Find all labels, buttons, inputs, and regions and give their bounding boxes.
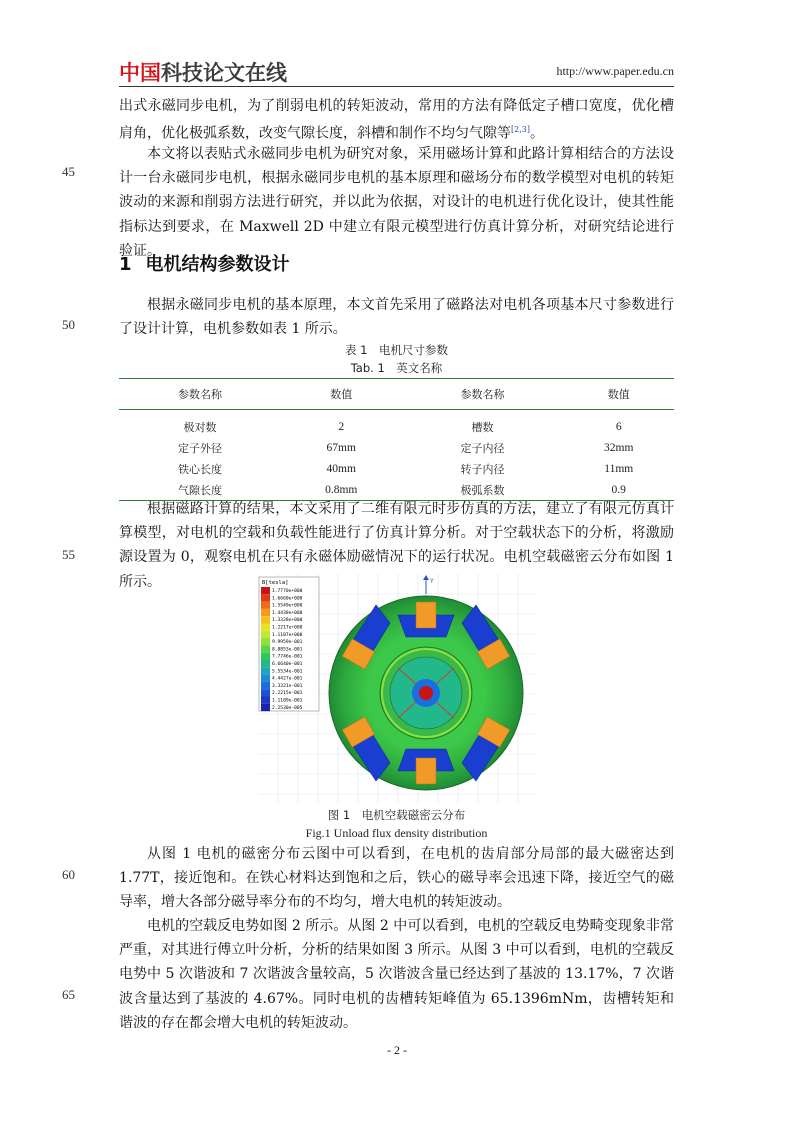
legend-swatch <box>261 616 270 623</box>
legend-swatch <box>261 667 270 674</box>
line-number: 60 <box>62 867 75 882</box>
legend-swatch <box>261 602 270 609</box>
line-number: 45 <box>62 164 75 179</box>
legend-value: 1.3328e+000 <box>272 618 303 624</box>
table-cell: 40mm <box>326 462 356 475</box>
paragraph-simulation-setup: 根据磁路计算的结果，本文采用了二维有限元时步仿真的方法，建立了有限元仿真计算模型，对电机的空载和负载性能进行了仿真计算分析。对于空载状态下的分析，将激励源设置为 0，观察电机在只有永磁体励磁情况下的运行状况。电机空载磁密云分布如图 1 所示。 <box>119 501 674 590</box>
svg-text:Y: Y <box>430 578 434 585</box>
legend-value: 2.2530e-005 <box>272 705 303 711</box>
table-cell: 11mm <box>604 462 634 475</box>
legend-swatch <box>261 631 270 638</box>
paragraph-flux-analysis: 从图 1 电机的磁密分布云图中可以看到，在电机的齿肩部分局部的最大磁密达到 1.77T，接近饱和。在铁心材料达到饱和之后，铁心的磁导率会迅速下降，接近空气的磁导率，增大各部分磁导率分布的不均匀，增大电机的转矩波动。 <box>119 846 674 911</box>
table-cell: 槽数 <box>471 420 494 434</box>
legend-value: 7.7746e-001 <box>272 654 303 660</box>
legend-swatch <box>261 697 270 704</box>
figure-caption-cn: 图 1 电机空载磁密云分布 <box>327 808 466 822</box>
table-cell: 铁心长度 <box>177 462 222 476</box>
legend-value: 8.8853e-001 <box>272 647 303 653</box>
legend-swatch <box>261 624 270 631</box>
flux-density-plot <box>258 574 536 804</box>
paragraph-study-overview: 本文将以表贴式永磁同步电机为研究对象，采用磁场计算和此路计算相结合的方法设计一台永磁同步电机，根据永磁同步电机的基本原理和磁场分布的数学模型对电机的转矩波动的来源和削弱方法进行研究，并以此为依据，对设计的电机进行优化设计，使其性能指标达到要求，在 Maxwell 2D 中建立有限元模型进行仿真计算分析，对研究结论进行验证。 <box>119 146 674 259</box>
table-cell: 0.8mm <box>281 479 402 501</box>
section-heading <box>119 250 290 276</box>
legend-value: 4.4427e-001 <box>272 676 303 682</box>
paragraph-design-method: 根据永磁同步电机的基本原理，本文首先采用了磁路法对电机各项基本尺寸参数进行了设计计算，电机参数如表 1 所示。 <box>119 297 674 338</box>
table-header-row <box>119 379 674 410</box>
motor-cross-section <box>329 596 523 790</box>
legend-value: 1.1107e+000 <box>272 632 303 638</box>
paragraph-end: 。 <box>529 125 544 142</box>
legend-swatch <box>261 682 270 689</box>
line-number: 65 <box>62 987 75 1002</box>
table-cell: 定子内径 <box>460 441 505 455</box>
section-title: 电机结构参数设计 <box>145 254 290 275</box>
table-cell: 极弧系数 <box>402 479 564 501</box>
citation-ref[interactable]: [2,3] <box>511 125 530 135</box>
line-number: 50 <box>62 317 75 332</box>
legend-value: 5.5534e-001 <box>272 669 303 675</box>
legend-value: 2.2215e-001 <box>272 691 303 697</box>
header-url[interactable]: http://www.paper.edu.cn <box>556 64 674 78</box>
logo-red-text: 中国 <box>119 61 161 85</box>
paragraph-back-emf: 电机的空载反电势如图 2 所示。从图 2 中可以看到，电机的空载反电势畸变现象非常严重，对其进行傅立叶分析，分析的结果如图 3 所示。从图 3 中可以看到，电机的空载反电势中 5 次谐波和 7 次谐波含量较高，5 次谐波含量已经达到了基波的 13.17%，7 次谐波含量达到了基波的 4.67%。同时电机的齿槽转矩峰值为 65.1396mNm，齿槽转矩和谐波的存在都会增大电机的转矩波动。 <box>119 918 674 1031</box>
legend-value: 9.9959e-001 <box>272 640 303 646</box>
legend-value: 1.7770e+000 <box>272 589 303 594</box>
journal-logo <box>119 60 287 84</box>
legend-swatch <box>261 660 270 667</box>
legend-swatch <box>261 653 270 660</box>
table-cell: 气隙长度 <box>119 479 281 501</box>
legend-swatch <box>261 675 270 682</box>
legend-swatch <box>261 587 270 594</box>
paragraph-intro-continued <box>119 94 674 146</box>
table-row <box>119 416 674 437</box>
legend-value: 1.6660e+000 <box>272 596 303 602</box>
table-cell: 32mm <box>604 441 634 454</box>
table-cell: 0.9 <box>563 479 674 501</box>
header-rule <box>119 86 674 87</box>
table-caption-cn: 表 1 电机尺寸参数 <box>345 343 448 357</box>
legend-swatch <box>261 594 270 601</box>
line-number: 55 <box>62 547 75 562</box>
legend-swatch <box>261 704 270 711</box>
legend-value: 6.6640e-001 <box>272 662 303 667</box>
legend-value: 1.2217e+000 <box>272 625 303 631</box>
section-number: 1 <box>119 254 132 275</box>
legend-entries <box>261 587 303 711</box>
table-header-cell: 参数名称 <box>402 379 564 410</box>
table-header-cell: 参数名称 <box>119 379 281 410</box>
table-header-cell: 数值 <box>563 379 674 410</box>
legend-swatch <box>261 689 270 696</box>
parameter-table <box>119 378 674 501</box>
legend-value: 1.4438e+000 <box>272 610 303 616</box>
legend-title: B[tesla] <box>262 580 289 586</box>
table-header-cell: 数值 <box>281 379 402 410</box>
table-row <box>119 458 674 479</box>
legend-swatch <box>261 645 270 652</box>
table-cell: 6 <box>615 420 622 433</box>
page-number: - 2 - <box>387 1043 407 1057</box>
table-cell: 转子内径 <box>460 462 505 476</box>
table-cell: 2 <box>338 420 345 433</box>
figure-caption-en: Fig.1 Unload flux density distribution <box>305 826 488 840</box>
legend-value: 1.1109e-001 <box>272 698 303 704</box>
table-cell: 极对数 <box>183 420 217 434</box>
legend-value: 3.3321e-001 <box>272 683 303 689</box>
legend-value: 1.5549e+000 <box>272 603 303 609</box>
table-row <box>119 437 674 458</box>
table-cell: 定子外径 <box>177 441 222 455</box>
flux-density-figure <box>258 574 536 804</box>
paragraph-text: 出式永磁同步电机，为了削弱电机的转矩波动，常用的方法有降低定子槽口宽度，优化槽肩角，优化极弧系数，改变气隙长度，斜槽和制作不均匀气隙等 <box>119 98 674 142</box>
legend-swatch <box>261 638 270 645</box>
legend-swatch <box>261 609 270 616</box>
logo-dark-text: 科技论文在线 <box>161 61 287 85</box>
table-caption-en: Tab. 1 英文名称 <box>350 361 443 375</box>
table-cell: 67mm <box>326 441 356 454</box>
